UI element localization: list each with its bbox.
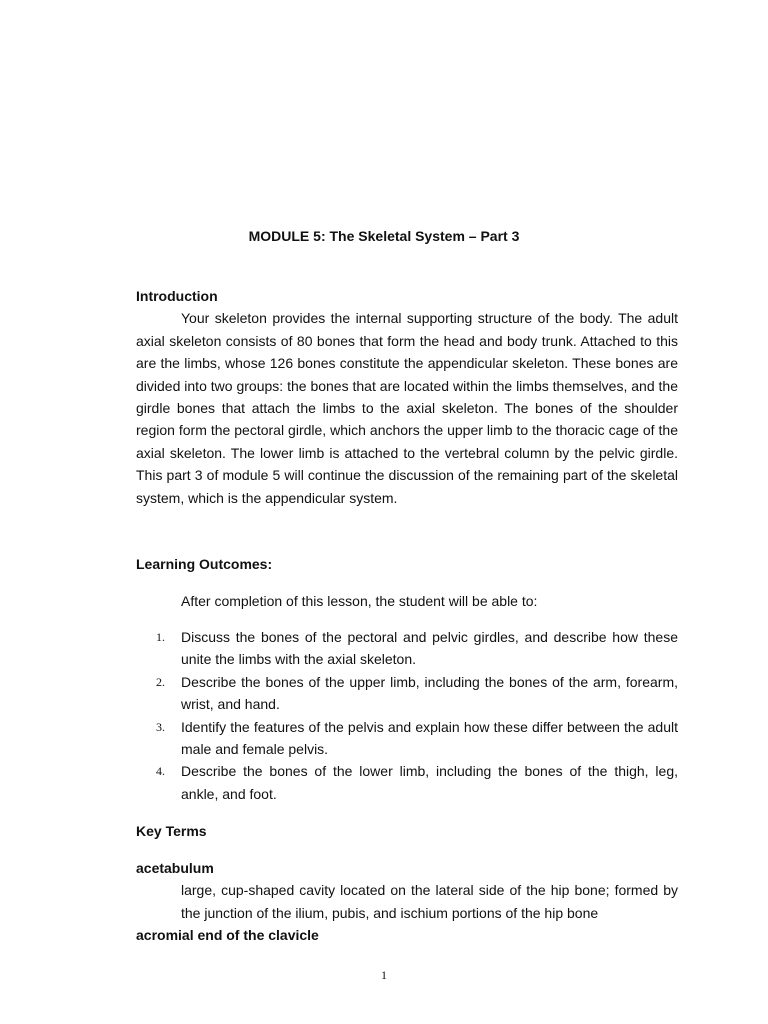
list-item — [136, 626, 678, 671]
learning-outcomes-heading: Learning Outcomes: — [136, 556, 273, 572]
list-item — [136, 716, 678, 761]
learning-outcomes-section — [136, 553, 678, 575]
list-item-number: 3. — [156, 719, 165, 734]
learning-outcomes-lead: After completion of this lesson, the student will be able to: — [181, 593, 538, 609]
page-title: MODULE 5: The Skeletal System – Part 3 — [248, 228, 520, 244]
list-item-text: Identify the features of the pelvis and explain how these differ between the adult male and female pelvis. — [181, 718, 678, 758]
introduction-paragraph: Your skeleton provides the internal supporting structure of the body. The adult axial skeleton consists of 80 bones that form the head and body trunk. Attached to this are the limbs, whose 126 bones constitute the appendicular skeleton. These bones are divided into two groups: the bones that are located within the limbs themselves, and the girdle bones that attach the limbs to the axial skeleton. The bones of the shoulder region form the pectoral girdle, which anchors the upper limb to the thoracic cage of the axial skeleton. The lower limb is attached to the vertebral column by the pelvic girdle. This part 3 of module 5 will continue the discussion of the remaining part of the skeletal system, which is the appendicular system. — [136, 310, 678, 506]
introduction-section — [136, 285, 678, 509]
list-item-number: 1. — [156, 630, 165, 644]
key-terms-heading: Key Terms — [136, 823, 207, 839]
list-item-text: Discuss the bones of the pectoral and pelvic girdles, and describe how these unite the limbs with the axial skeleton. — [181, 629, 678, 668]
page-number: 1 — [381, 968, 387, 982]
definition-acetabulum: large, cup-shaped cavity located on the lateral side of the hip bone; formed by the junction of the ilium, pubis, and ischium portions of the hip bone — [181, 882, 678, 921]
learning-outcomes-list — [136, 626, 678, 805]
list-item-number: 2. — [156, 674, 165, 689]
list-item — [136, 760, 678, 805]
term-acromial-end-of-clavicle: acromial end of the clavicle — [136, 927, 319, 944]
term-acetabulum: acetabulum — [136, 860, 214, 876]
introduction-heading: Introduction — [136, 288, 218, 304]
list-item-text: Describe the bones of the lower limb, including the bones of the thigh, leg, ankle, and foot. — [181, 763, 678, 802]
list-item-number: 4. — [156, 764, 165, 779]
list-item-text: Describe the bones of the upper limb, including the bones of the arm, forearm, wrist, and hand. — [181, 673, 678, 713]
key-terms-list — [136, 857, 678, 947]
list-item — [136, 671, 678, 716]
key-terms-section — [136, 820, 678, 842]
